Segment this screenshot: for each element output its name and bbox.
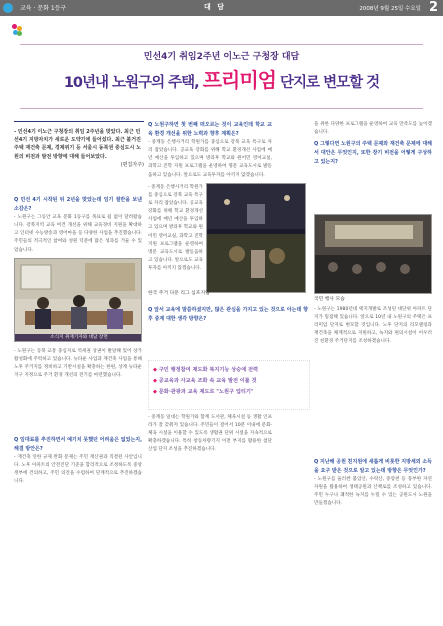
photo-caption: 소식지 취재기자와 대담 장면 (15, 334, 142, 341)
column-2-top (148, 121, 272, 181)
conference-hall-image (315, 215, 432, 294)
question-1: Q 민선 4기 시작된 뒤 2년을 맞았는데 임기 절반을 보낸 소감은? (14, 197, 142, 213)
pull-quote-1: ◆ 구민 행정참여 제도화 복지기능 상승에 전력 (153, 367, 259, 373)
headline (0, 64, 443, 93)
question-4: Q 앞서 교육에 말씀하셨지만, 많은 관심을 가지고 있는 것으로 아는데 향후 중계 대한 생각 방향은? (148, 307, 308, 323)
divider (20, 108, 423, 109)
answer-7: - 노원구는 1980년대 택지개발로 조성된 대단위 아파트 단지가 밀집해 있습니다. 앞으로 10년 내 노원구의 주택은 프리미엄 단지로 변모할 것입니다. 노후 단지의 리모델링과 재건축을 체계적으로 지원하고, 녹지와 편의시설이 어우러진 친환경 주거단지를 조성하겠습니다. (314, 307, 432, 345)
column-1-mid (14, 348, 142, 432)
lead-text: - 민선4기 이노근 구청장의 취임 2주년을 맞았다. 최근 민선4기 지방자치가 새로운 도약기에 들어섰다. 최근 불거진 주택 재건축 문제, 경제위기 등 서울시 동북권 중심도시 노원의 비전과 발전 방향에 대해 들어보았다. (14, 129, 141, 160)
column-3-caption-row (314, 296, 432, 306)
question-3: Q 노원구하면 첫 번째 떠오르는 것이 교육인데 학교 교육 환경 개선을 위한 노력과 향후 계획은? (148, 122, 272, 138)
subtitle: 민선4기 취임2주년 이노근 구청장 대담 (143, 52, 300, 62)
column-3-mid (314, 306, 432, 456)
answer-1: - 노원구는 그동안 교육 문화 1등구를 목표로 쉼 없이 달려왔습니다. 강북지역 교육 여건 개선을 위해 교육경비 지원을 확대하고 인터넷 수능방송과 영어마을 등 다양한 사업을 추진했습니다. 주민들의 적극적인 참여와 성원 덕분에 많은 성과를 거둘 수 있었습니다. (14, 215, 142, 253)
answer-2: - 노원구는 동북 교통 중심지로 역세권 상권이 발달해 있어 상가 활성화에 주력하고 있습니다. 뉴타운 사업과 재건축 사업을 통해 노후 주거지를 정비하고 기반시설을 확충하는 한편, 상계 뉴타운 지구 지정으로 주거 환경 개선의 전기를 마련했습니다. (14, 349, 142, 379)
pull-quote-2: ◆ 공교육과 사교육 조화 속 교육 발전 이룰 것 (153, 378, 257, 384)
answer-5: - 중계동 일대는 학원가와 함께 도서관, 체육시설 등 생활 인프라가 잘 갖춰져 있습니다. 주민들이 걸어서 10분 이내에 문화·체육 시설을 이용할 수 있도록 생활권 단위 시설을 지속적으로 확충하겠습니다. 특히 창동차량기지 이전 부지를 활용한 첨단 산업 단지 조성을 추진하겠습니다. (148, 415, 272, 453)
answer-4: - 중계동 은행사거리 학원가를 중심으로 강북 교육 특구로 자리 잡았습니다. 공교육 강화를 위해 학교 환경개선 사업에 매년 예산을 투입하고 있으며 방과후 학교와 원어민 영어교실, 과학고 진학 지원 프로그램을 운영하여 명문 교육도시로 발돋움하고 있습니다. 앞으로도 교육투자를 아끼지 않겠습니다. (148, 140, 272, 178)
answer-6: 을 위한 다양한 프로그램을 운영하여 교육 만족도를 높이겠습니다. (314, 122, 432, 136)
interview-photo (14, 258, 142, 342)
column-2-narrow (148, 184, 203, 286)
question-5: Q 그렇다면 노원구의 주택 문제와 재건축 문제에 대해서 대안은 무엇인지, 또한 장기 비전을 어떻게 구상하고 있는지? (314, 141, 432, 166)
symposium-caption: 한국 주거 다문 리그 심포지엄 (148, 291, 210, 296)
headline-part4: 로 변모할 것 (306, 75, 380, 91)
column-3-bottom (314, 458, 432, 616)
lead-paragraph (14, 121, 144, 193)
symposium-photo (206, 183, 306, 293)
pull-quote-3: ◆ 문화·관광과 교육 제도로 "노원구 업티기" (153, 389, 254, 395)
header-bar (0, 0, 443, 16)
page-number: 2 (428, 0, 438, 15)
interview-scene-image (15, 259, 142, 342)
question-6: Q 지난해 공원 친지원에 새롭게 비롯한 지방세외 소득을 요구 받은 것으로 알고 있는데 방향은 무엇인가? (314, 459, 432, 475)
district-logo-icon (12, 24, 22, 36)
issue-date: 2008년 9월 25일 수요일 (359, 6, 421, 12)
answer-8: - 노원구를 둘러싼 불암산, 수락산, 중랑천 등 풍부한 자연 자원을 활용하여 생태공원과 산책로를 조성하고 있습니다. 주민 누구나 쾌적한 녹지를 누릴 수 있는 공원도시 노원을 만들겠습니다. (314, 477, 432, 507)
night-event-image (207, 184, 306, 293)
question-2: Q 임대료를 추진하면서 예기치 못했던 어려움은 없었는지, 해결 방안은? (14, 437, 142, 453)
column-2-question (148, 306, 308, 358)
column-2-caption-row (148, 290, 308, 306)
column-1-bottom (14, 436, 142, 616)
section-label: 교육 · 문화 1등구 (20, 5, 67, 12)
column-1-top (14, 196, 142, 256)
divider (20, 44, 423, 45)
answer-3: - 재건축 연한 규제 완화 문제는 주민 재산권과 직결된 사안입니다. 노후 아파트의 안전진단 기준을 합리적으로 조정하도록 중앙정부에 건의하고, 주민 의견을 수렴하여 단계적으로 추진하겠습니다. (14, 455, 142, 485)
event-caption: 국민 행사 모습 (314, 297, 345, 302)
headline-part1: 10년내 노원구의 주택, (63, 75, 203, 91)
headline-part3: 단지 (275, 75, 307, 91)
event-photo (314, 214, 432, 294)
section-title: 대 담 (204, 3, 226, 11)
answer-4-cont: - 중계동 은행사거리 학원가를 중심으로 강북 교육 특구로 자리 잡았습니다. 공교육 강화를 위해 학교 환경개선 사업에 매년 예산을 투입하고 있으며 방과후 학교와 원어민 영어교실, 과학고 진학 지원 프로그램을 운영하여 명문 교육도시로 발돋움하고 있습니다. 앞으로도 교육투자를 아끼지 않겠습니다. (148, 185, 203, 271)
pull-quote-box (148, 360, 310, 410)
column-3-top (314, 121, 432, 139)
editor-note: (편집자주) (120, 161, 144, 168)
globe-icon (3, 3, 13, 13)
column-3-question (314, 140, 432, 220)
headline-premium: 프리미엄 (202, 68, 276, 92)
column-2-bottom (148, 414, 272, 616)
